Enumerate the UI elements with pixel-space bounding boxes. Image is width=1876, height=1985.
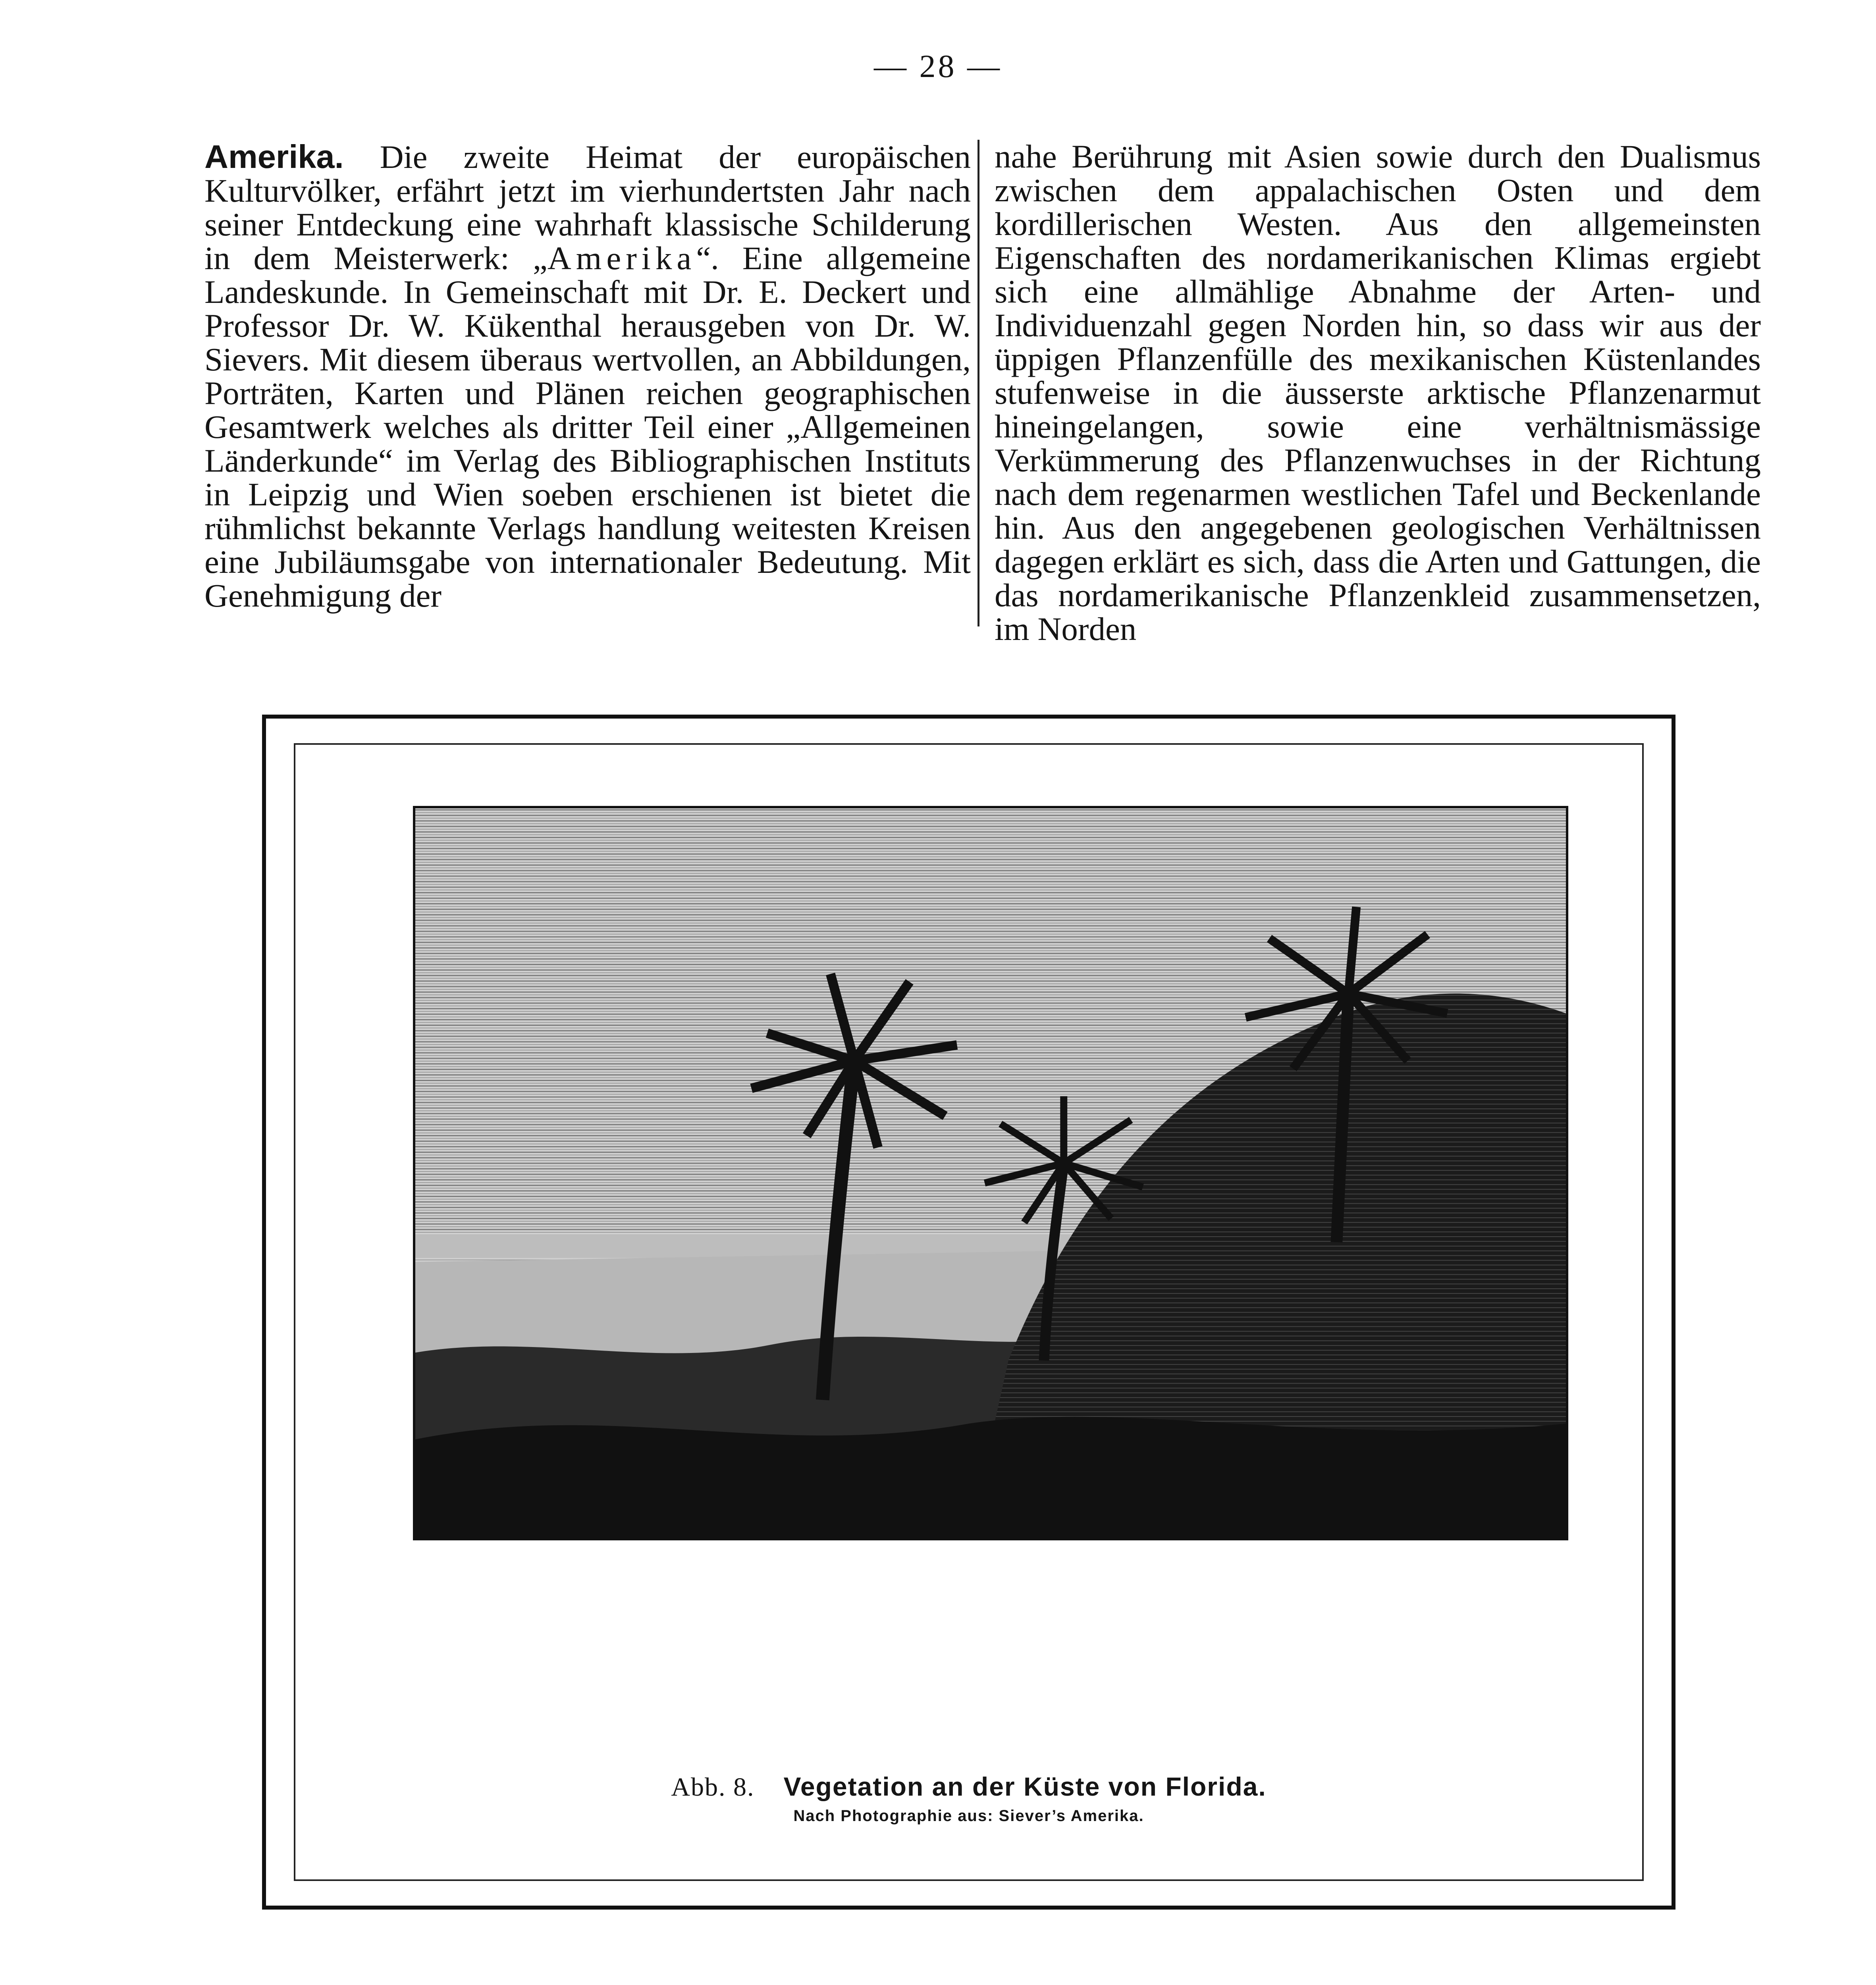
figure-image	[413, 806, 1568, 1540]
florida-coast-engraving	[415, 808, 1566, 1538]
figure-caption	[262, 1771, 1675, 1803]
column-divider-top	[978, 140, 979, 626]
lead-word: Amerika.	[204, 138, 344, 175]
page-number: — 28 —	[874, 48, 1002, 84]
book-title: Amerika	[547, 240, 696, 276]
figure-source: Nach Photographie aus: Siever’s Amerika.	[793, 1807, 1144, 1825]
intro-text-b: “. Eine allgemeine Landeskunde. In Gemeinschaft mit Dr. E. Deckert und Professor Dr. W. Kükenthal herausgeben von Dr. W. Sievers. Mit diesem überaus wertvollen, an Abbildungen, Porträten, Karten und Plänen reichen geographischen Gesamtwerk welches als dritter Teil einer „Allgemeinen Länderkunde“ im Verlag des Bibliographischen Instituts in Leipzig und Wien soeben erschienen ist bietet die rühmlichst bekannte Verlags handlung weitesten Kreisen eine Jubiläumsgabe von internationaler Bedeutung. Mit Genehmigung der	[204, 240, 971, 614]
intro-text-a: Die zweite Heimat der europäischen Kulturvölker, erfährt jetzt im vierhundertsten Jahr nach seiner Entdeckung eine wahrhaft klassische Schilderung in dem Meisterwerk: „	[204, 139, 971, 276]
figure-title: Vegetation an der Küste von Florida.	[783, 1772, 1267, 1801]
continuation-paragraph: nahe Berührung mit Asien sowie durch den Dualismus zwischen dem appalachischen Osten und dem kordillerischen Westen. Aus den allgemeinsten Eigenschaften des nordamerikanischen Klimas ergiebt sich eine allmählige Abnahme der Arten- und Individuenzahl gegen Norden hin, so dass wir aus der üppigen Pflanzenfülle des mexikanischen Küstenlandes stufenweise in die äusserste arktische Pflanzenarmut hineingelangen, sowie eine verhältnismässige Verkümmerung des Pflanzenwuchses in der Richtung nach dem regenarmen westlichen Tafel und Beckenlande hin. Aus den angegebenen geologischen Verhältnissen dagegen erklärt es sich, dass die Arten und Gattungen, die das nordamerikanische Pflanzenkleid zusammensetzen, im Norden	[995, 138, 1761, 647]
column-top-left	[204, 140, 971, 613]
figure-label: Abb. 8.	[671, 1773, 755, 1802]
intro-paragraph	[204, 140, 971, 613]
column-top-right	[995, 140, 1761, 646]
